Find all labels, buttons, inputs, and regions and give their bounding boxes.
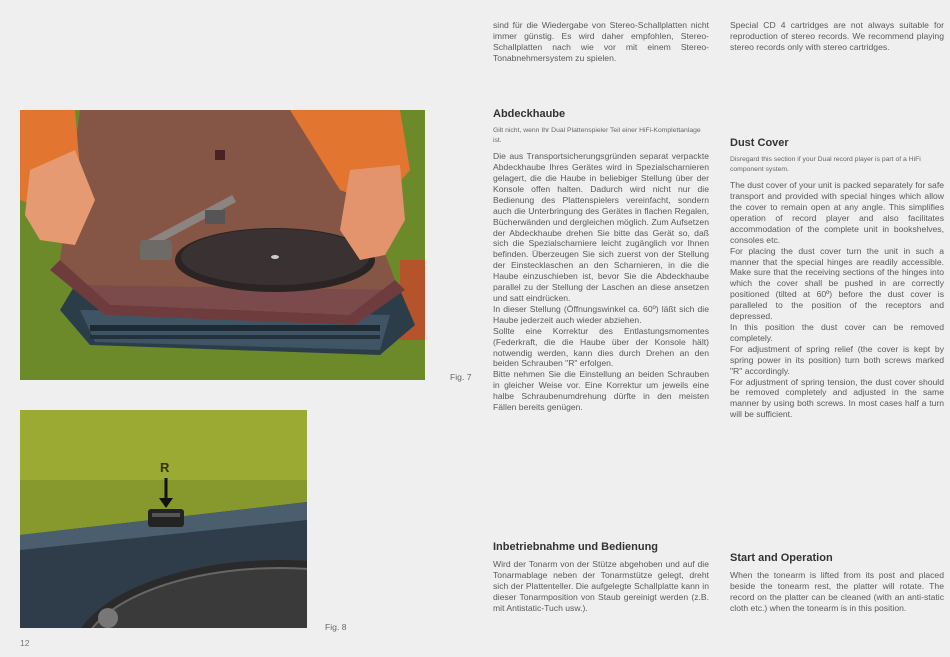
english-operation-text: When the tonearm is lifted from its post and placed beside the tonearm rest, the platter will rotate. The record on the platter can be cleaned (with an anti-static cloth etc.) when the tonearm is in this position. (730, 570, 944, 613)
german-dust-cover-paragraph: Die aus Transportsicherungsgründen separat verpackte Abdeckhaube Ihres Gerätes wird in Spezialscharnieren gelagert, die die Haube in beliebiger Stellung über der Konsole offen halten. Dadurch wird nicht nur die Bedienung des Plattenspielers vereinfacht, sondern auch die Unterbringung des Gerätes in flachen Regalen, Bücherwänden und dergleichen möglich. Zum Aufsetzen der Abdeckhaube drehen Sie bitte das Gerät so, daß sich die Spezialscharniere leicht zugänglich vor Ihnen befinden. Überzeugen Sie sich zuerst von der Stellung der Einstecklaschen an den Scharnieren, in die die Haube einzuschieben ist, bevor Sie die Abdeckhaube parallel zu der Stellung der Laschen an diese ansetzen und satt eindrücken. (493, 151, 709, 303)
german-intro-text: sind für die Wiedergabe von Stereo-Schallplatten nicht immer günstig. Es wird daher empfohlen, Stereo-Schallplatten nach wie vor mit einem Stereo-Tonabnehmersystem zu spielen. (493, 20, 709, 63)
english-dust-cover-paragraph: For placing the dust cover turn the unit in such a manner that the special hinges are readily accessible. Make sure that the receiving sections of the hinges into which the cover shall be pushed in are correctly positioned (tilted at 60º) before the dust cover is paralleled to the position of the receptors and depressed. (730, 245, 944, 322)
turntable-dust-cover-illustration (20, 110, 425, 380)
german-operation-section (493, 541, 709, 614)
fig8-r-marker: R (160, 460, 170, 475)
german-dust-cover-paragraph: Bitte nehmen Sie die Einstellung an beiden Schrauben in gleicher Weise vor. Eine Korrektur um jeweils eine halbe Schraubenumdrehung dürfte in den meisten Fällen bereits genügen. (493, 369, 709, 413)
english-dust-cover-paragraph: For adjustment of spring relief (the cover is kept by spring power in its position) turn both screws marked "R" accordingly. (730, 343, 944, 376)
english-dust-cover-paragraph: For adjustment of spring tension, the dust cover should be removed completely and adjusted in the same manner by using both screws. In most cases half a turn will be sufficient. (730, 376, 944, 420)
german-dust-cover-paragraph: Sollte eine Korrektur des Entlastungsmomentes (Federkraft, die die Haube über der Konsole hält) notwendig werden, kann dies durch Drehen an den beiden Schrauben "R" erfolgen. (493, 325, 709, 369)
english-dust-cover-lead: Disregard this section if your Dual record player is part of a HiFi component system. (730, 156, 921, 173)
german-dust-cover-paragraph: In dieser Stellung (Öffnungswinkel ca. 60º) läßt sich die Haube jederzeit auch wieder abziehen. (493, 303, 709, 325)
hinge-screw-illustration (20, 410, 307, 628)
english-dust-cover-paragraph: In this position the dust cover can be removed completely. (730, 321, 944, 343)
german-dust-cover-section (493, 108, 709, 413)
english-dust-cover-heading: Dust Cover (730, 137, 789, 149)
figure-7-photo (20, 110, 425, 380)
german-operation-heading: Inbetriebnahme und Bedienung (493, 541, 659, 553)
german-operation-text: Wird der Tonarm von der Stütze abgehoben und auf die Tonarmablage neben der Tonarmstütze gelegt, dreht sich der Plattenteller. Die aufgelegte Schallplatte kann in dieser Tonarmposition von Staub gereinigt werden (z.B. mit Antistatic-Tuch usw.). (493, 559, 709, 613)
english-intro (730, 20, 944, 53)
english-intro-text: Special CD 4 cartridges are not always suitable for reproduction of stereo records. We recommend playing stereo records only with stereo cartridges. (730, 20, 944, 52)
german-dust-cover-lead: Gilt nicht, wenn Ihr Dual Plattenspieler Teil einer HiFi-Komplettanlage ist. (493, 127, 701, 144)
english-dust-cover-section (730, 137, 944, 420)
german-dust-cover-heading: Abdeckhaube (493, 108, 566, 120)
fig8-label: Fig. 8 (325, 622, 347, 632)
figure-8-photo (20, 410, 307, 628)
english-operation-heading: Start and Operation (730, 552, 833, 564)
page-number: 12 (20, 638, 30, 648)
english-dust-cover-paragraph: The dust cover of your unit is packed separately for safe transport and provided with special hinges which allow the cover to remain open at any angle. This simplifies operation of record player and also facilitates accommodation of the complete unit in bookshelves, consoles etc. (730, 180, 944, 245)
german-intro (493, 20, 709, 64)
english-operation-section (730, 552, 944, 614)
fig7-label: Fig. 7 (450, 372, 472, 382)
